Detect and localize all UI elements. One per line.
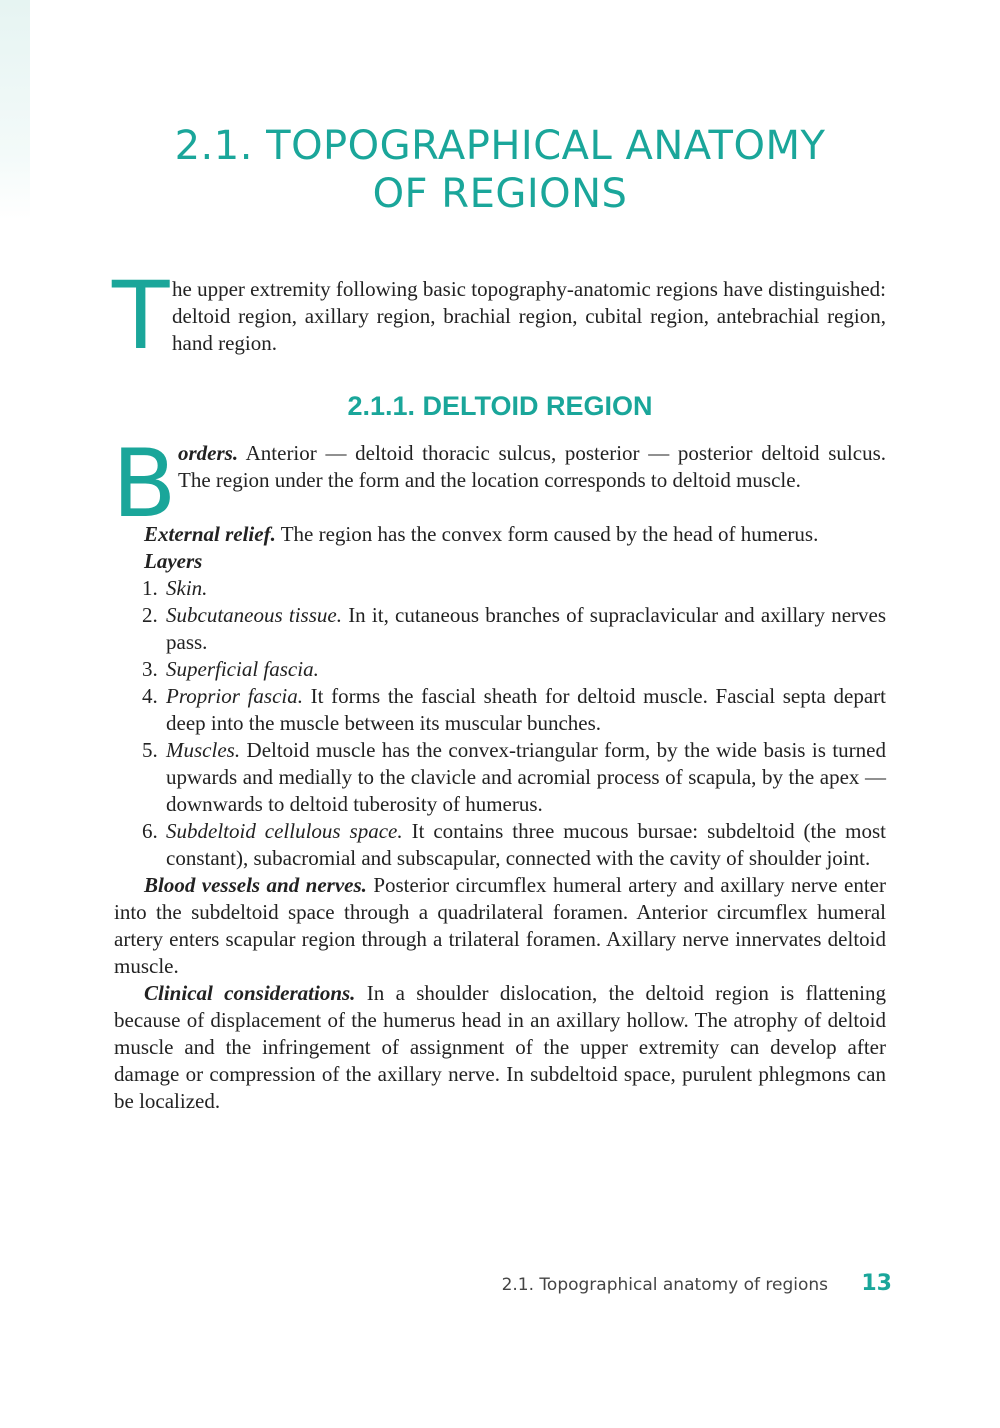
borders-dropcap: B — [112, 430, 177, 539]
layer-item: 5. Muscles. Deltoid muscle has the convex-triangular form, by the wide basis is turned upwards and medially to the clavicle and acromial process of scapula, by the apex — downwards to deltoid tuberosity of humerus. — [142, 738, 886, 816]
layers-list — [114, 575, 886, 872]
external-relief-label: External relief. — [144, 522, 276, 546]
blood-vessels-text: Posterior circumflex humeral artery and axillary nerve enter into the subdeltoid space through a quadrilateral foramen. Anterior circumflex humeral artery enters scapular region through a trilateral foramen. Axillary nerve innervates deltoid muscle. — [114, 873, 886, 978]
intro-text: he upper extremity following basic topography-anatomic regions have distinguished: deltoid region, axillary region, brachial region, cubital region, antebrachial region, hand region. — [172, 277, 886, 355]
running-title: 2.1. Topographical anatomy of regions — [501, 1275, 828, 1295]
page-footer — [480, 1271, 900, 1301]
clinical-label: Clinical considerations. — [144, 981, 356, 1005]
external-relief-text: The region has the convex form caused by the head of humerus. — [275, 522, 819, 546]
intro-paragraph — [112, 262, 886, 371]
external-relief-paragraph — [144, 521, 886, 548]
layer-item: 6. Subdeltoid cellulous space. It contains three mucous bursae: subdeltoid (the most constant), subacromial and subscapular, connected with the cavity of shoulder joint. — [142, 819, 886, 870]
layer-item: 3. Superficial fascia. — [142, 657, 319, 681]
layer-item: 1. Skin. — [142, 576, 208, 600]
layers-heading: Layers — [144, 549, 203, 573]
borders-body: Anterior — deltoid thoracic sulcus, posterior — posterior deltoid sulcus. The region under the form and the location corresponds to deltoid muscle. — [178, 441, 886, 492]
section-title: 2.1.1. DELTOID REGION — [347, 391, 653, 421]
chapter-title-line1: 2.1. TOPOGRAPHICAL ANATOMY — [174, 123, 826, 169]
body-content — [114, 521, 886, 1115]
layer-term: Skin. — [166, 576, 208, 600]
blood-vessels-label: Blood vessels and nerves. — [144, 873, 367, 897]
layer-text: It contains three mucous bursae: subdeltoid (the most constant), subacromial and subscapular, connected with the cavity of shoulder joint. — [166, 819, 886, 870]
layer-term: Superficial fascia. — [166, 657, 319, 681]
layer-text: It forms the fascial sheath for deltoid muscle. Fascial septa depart deep into the muscle between its muscular bunches. — [166, 684, 886, 735]
clinical-paragraph — [114, 980, 886, 1115]
intro-dropcap: T — [112, 262, 170, 371]
layer-term: Muscles. — [166, 738, 241, 762]
layer-term: Subdeltoid cellulous space. — [166, 819, 403, 843]
borders-text — [178, 440, 886, 494]
layer-item: 4. Proprior fascia. It forms the fascial sheath for deltoid muscle. Fascial septa depart deep into the muscle between its muscular bunches. — [142, 684, 886, 735]
chapter-title-line2: OF REGIONS — [372, 171, 628, 217]
chapter-title — [100, 122, 900, 218]
layer-term: Subcutaneous tissue. — [166, 603, 342, 627]
layer-item: 2. Subcutaneous tissue. In it, cutaneous branches of supraclavicular and axillary nerves pass. — [142, 603, 887, 654]
blood-vessels-paragraph — [114, 872, 886, 980]
layer-text: In it, cutaneous branches of supraclavicular and axillary nerves pass. — [166, 603, 887, 654]
side-decoration-strip — [0, 0, 30, 220]
borders-label: orders. — [178, 441, 239, 465]
page-number: 13 — [861, 1271, 892, 1296]
clinical-text: In a shoulder dislocation, the deltoid region is flattening because of displacement of the humerus head in an axillary hollow. The atrophy of deltoid muscle and the infringement of assignment of the upper extremity can develop after damage or compression of the axillary nerve. In subdeltoid space, purulent phlegmons can be localized. — [114, 981, 886, 1113]
layer-term: Proprior fascia. — [166, 684, 303, 708]
layer-text: Deltoid muscle has the convex-triangular form, by the wide basis is turned upwards and medially to the clavicle and acromial process of scapula, by the apex — downwards to deltoid tuberosity of humerus. — [166, 738, 886, 816]
